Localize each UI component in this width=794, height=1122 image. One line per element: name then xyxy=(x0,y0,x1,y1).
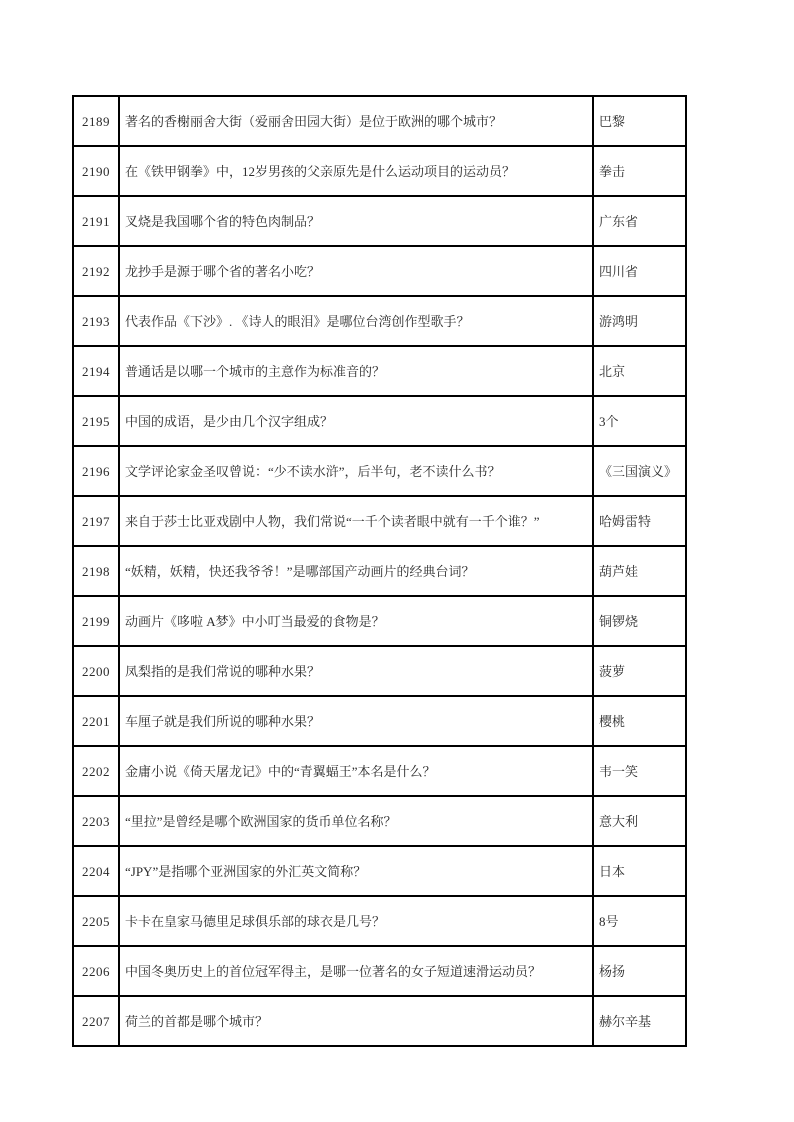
question-text: 中国的成语，是少由几个汉字组成？ xyxy=(119,396,593,446)
question-number: 2198 xyxy=(73,546,119,596)
question-number: 2205 xyxy=(73,896,119,946)
question-text: 普通话是以哪一个城市的主意作为标准音的？ xyxy=(119,346,593,396)
question-text: 凤梨指的是我们常说的哪种水果？ xyxy=(119,646,593,696)
quiz-table-body xyxy=(73,96,686,1046)
question-text: 金庸小说《倚天屠龙记》中的“青翼蝠王”本名是什么？ xyxy=(119,746,593,796)
question-number: 2207 xyxy=(73,996,119,1046)
table-row xyxy=(73,246,686,296)
quiz-table xyxy=(72,95,687,1047)
answer-text: 哈姆雷特 xyxy=(593,496,686,546)
question-number: 2191 xyxy=(73,196,119,246)
table-row xyxy=(73,146,686,196)
question-text: 来自于莎士比亚戏剧中人物，我们常说“一千个读者眼中就有一千个谁？” xyxy=(119,496,593,546)
question-number: 2193 xyxy=(73,296,119,346)
question-text: “JPY”是指哪个亚洲国家的外汇英文简称？ xyxy=(119,846,593,896)
table-row xyxy=(73,996,686,1046)
question-text: 卡卡在皇家马德里足球俱乐部的球衣是几号？ xyxy=(119,896,593,946)
answer-text: 葫芦娃 xyxy=(593,546,686,596)
question-text: 车厘子就是我们所说的哪种水果？ xyxy=(119,696,593,746)
question-text: 中国冬奥历史上的首位冠军得主，是哪一位著名的女子短道速滑运动员？ xyxy=(119,946,593,996)
answer-text: 巴黎 xyxy=(593,96,686,146)
question-number: 2200 xyxy=(73,646,119,696)
question-number: 2192 xyxy=(73,246,119,296)
question-number: 2194 xyxy=(73,346,119,396)
answer-text: 四川省 xyxy=(593,246,686,296)
question-text: 在《铁甲钢拳》中，12岁男孩的父亲原先是什么运动项目的运动员？ xyxy=(119,146,593,196)
table-row xyxy=(73,846,686,896)
question-text: 著名的香榭丽舍大街（爱丽舍田园大街）是位于欧洲的哪个城市？ xyxy=(119,96,593,146)
answer-text: 游鸿明 xyxy=(593,296,686,346)
question-number: 2189 xyxy=(73,96,119,146)
question-number: 2197 xyxy=(73,496,119,546)
question-text: 文学评论家金圣叹曾说：“少不读水浒”，后半句，老不读什么书？ xyxy=(119,446,593,496)
answer-text: 赫尔辛基 xyxy=(593,996,686,1046)
table-row xyxy=(73,946,686,996)
answer-text: 广东省 xyxy=(593,196,686,246)
table-row xyxy=(73,696,686,746)
table-row xyxy=(73,496,686,546)
question-number: 2204 xyxy=(73,846,119,896)
question-number: 2202 xyxy=(73,746,119,796)
question-text: 动画片《哆啦 A梦》中小叮当最爱的食物是？ xyxy=(119,596,593,646)
answer-text: 北京 xyxy=(593,346,686,396)
table-row xyxy=(73,896,686,946)
table-row xyxy=(73,646,686,696)
table-row xyxy=(73,446,686,496)
answer-text: 杨扬 xyxy=(593,946,686,996)
answer-text: 韦一笑 xyxy=(593,746,686,796)
table-row xyxy=(73,96,686,146)
question-text: 龙抄手是源于哪个省的著名小吃？ xyxy=(119,246,593,296)
table-row xyxy=(73,396,686,446)
question-number: 2199 xyxy=(73,596,119,646)
table-row xyxy=(73,346,686,396)
question-number: 2203 xyxy=(73,796,119,846)
question-text: 代表作品《下沙》. 《诗人的眼泪》是哪位台湾创作型歌手？ xyxy=(119,296,593,346)
question-number: 2195 xyxy=(73,396,119,446)
answer-text: 8号 xyxy=(593,896,686,946)
answer-text: 日本 xyxy=(593,846,686,896)
question-text: 叉烧是我国哪个省的特色肉制品？ xyxy=(119,196,593,246)
table-row xyxy=(73,196,686,246)
table-row xyxy=(73,546,686,596)
answer-text: 意大利 xyxy=(593,796,686,846)
question-text: “里拉”是曾经是哪个欧洲国家的货币单位名称？ xyxy=(119,796,593,846)
answer-text: 樱桃 xyxy=(593,696,686,746)
question-number: 2206 xyxy=(73,946,119,996)
question-text: 荷兰的首都是哪个城市？ xyxy=(119,996,593,1046)
question-number: 2190 xyxy=(73,146,119,196)
table-row xyxy=(73,596,686,646)
table-row xyxy=(73,296,686,346)
question-number: 2201 xyxy=(73,696,119,746)
answer-text: 菠萝 xyxy=(593,646,686,696)
answer-text: 铜锣烧 xyxy=(593,596,686,646)
question-number: 2196 xyxy=(73,446,119,496)
answer-text: 拳击 xyxy=(593,146,686,196)
table-row xyxy=(73,796,686,846)
question-text: “妖精，妖精，快还我爷爷！”是哪部国产动画片的经典台词？ xyxy=(119,546,593,596)
table-row xyxy=(73,746,686,796)
answer-text: 3个 xyxy=(593,396,686,446)
answer-text: 《三国演义》 xyxy=(593,446,686,496)
